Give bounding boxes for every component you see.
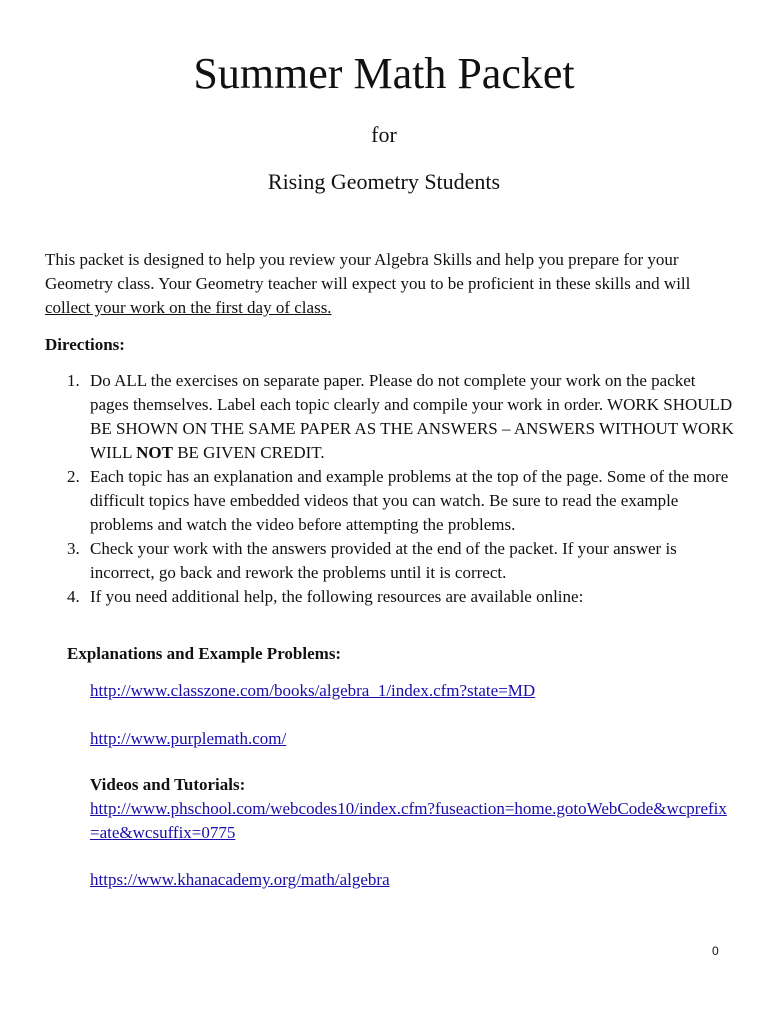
subtitle-for: for	[371, 122, 397, 147]
page-title: Summer Math Packet	[193, 49, 575, 98]
intro-text: This packet is designed to help you review your Algebra Skills and help you prepare for your Geometry class. Your Geometry teacher will expect you to be proficient in these skills and will	[45, 250, 691, 293]
step-number: 3.	[67, 539, 80, 558]
step-text: Each topic has an explanation and example problems at the top of the page. Some of the more difficult topics have embedded videos that you can watch. Be sure to read the example problems and watch the video before attempting the problems.	[90, 467, 729, 534]
intro-underlined-text: collect your work on the first day of class.	[45, 298, 332, 317]
step-bold-text: NOT	[136, 443, 173, 462]
link-purplemath[interactable]: http://www.purplemath.com/	[90, 729, 287, 748]
directions-heading: Directions:	[45, 335, 125, 354]
directions-step-1	[45, 369, 735, 465]
link-khanacademy[interactable]: https://www.khanacademy.org/math/algebra	[90, 870, 390, 889]
step-text-end: BE GIVEN CREDIT.	[172, 443, 325, 462]
page-number: 0	[712, 944, 719, 958]
step-number: 2.	[67, 467, 80, 486]
link-phschool[interactable]: http://www.phschool.com/webcodes10/index.cfm?fuseaction=home.gotoWebCode&wcprefix=ate&wcsuffix=0775	[90, 799, 727, 842]
step-number: 1.	[67, 371, 80, 390]
directions-step-4	[45, 585, 735, 609]
directions-step-2	[45, 465, 735, 537]
directions-list	[45, 369, 735, 609]
explanations-heading: Explanations and Example Problems:	[67, 644, 342, 663]
intro-paragraph	[45, 248, 735, 320]
directions-step-3	[45, 537, 735, 585]
step-number: 4.	[67, 587, 80, 606]
step-text: Do ALL the exercises on separate paper. Please do not complete your work on the packet pages themselves. Label each topic clearly and compile your work in order. WORK SHOULD BE SHOWN ON THE SAME PAPER AS THE ANSWERS – ANSWERS WITHOUT WORK WILL	[90, 371, 734, 462]
videos-heading: Videos and Tutorials:	[90, 775, 246, 794]
step-text: If you need additional help, the following resources are available online:	[90, 587, 584, 606]
subtitle-audience: Rising Geometry Students	[267, 169, 501, 194]
step-text: Check your work with the answers provided at the end of the packet. If your answer is incorrect, go back and rework the problems until it is correct.	[90, 539, 677, 582]
link-classzone[interactable]: http://www.classzone.com/books/algebra_1/index.cfm?state=MD	[90, 681, 536, 700]
